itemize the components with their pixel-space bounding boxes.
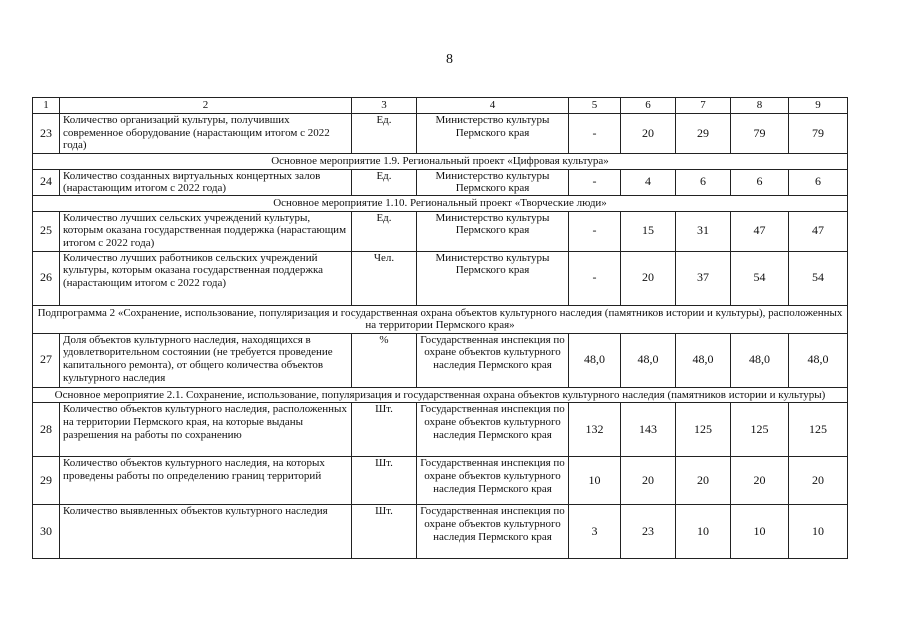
responsible-executor: Министерство культуры Пермского края	[417, 169, 569, 195]
column-number: 4	[417, 98, 569, 114]
indicator-name: Количество созданных виртуальных концертных залов (нарастающим итогом с 2022 года)	[60, 169, 352, 195]
column-number: 6	[621, 98, 676, 114]
indicator-row	[33, 251, 848, 305]
indicator-value: 20	[621, 251, 676, 305]
unit-of-measure: Ед.	[352, 211, 417, 251]
responsible-executor: Государственная инспекция по охране объектов культурного наследия Пермского края	[417, 403, 569, 457]
indicator-value: 143	[621, 403, 676, 457]
unit-of-measure: %	[352, 333, 417, 387]
indicator-name: Количество организаций культуры, получивших современное оборудование (нарастающим итогом с 2022 года)	[60, 114, 352, 154]
row-number: 23	[33, 114, 60, 154]
indicator-value: 10	[789, 505, 848, 559]
indicator-value: 47	[789, 211, 848, 251]
indicator-value: 20	[676, 457, 731, 505]
responsible-executor: Министерство культуры Пермского края	[417, 251, 569, 305]
indicator-value: 20	[621, 114, 676, 154]
indicator-row	[33, 457, 848, 505]
responsible-executor: Государственная инспекция по охране объектов культурного наследия Пермского края	[417, 505, 569, 559]
row-number: 25	[33, 211, 60, 251]
indicator-name: Количество объектов культурного наследия, расположенных на территории Пермского края, на которые выданы разрешения на работы по сохранению	[60, 403, 352, 457]
responsible-executor: Государственная инспекция по охране объектов культурного наследия Пермского края	[417, 457, 569, 505]
indicator-value: 54	[789, 251, 848, 305]
indicator-value: 6	[789, 169, 848, 195]
indicator-value: 29	[676, 114, 731, 154]
indicator-row	[33, 333, 848, 387]
indicator-value: 125	[789, 403, 848, 457]
indicator-value: -	[569, 211, 621, 251]
indicator-value: 48,0	[731, 333, 789, 387]
unit-of-measure: Шт.	[352, 505, 417, 559]
indicator-value: -	[569, 169, 621, 195]
row-number: 30	[33, 505, 60, 559]
row-number: 27	[33, 333, 60, 387]
indicator-value: 48,0	[569, 333, 621, 387]
indicator-value: 48,0	[621, 333, 676, 387]
indicator-value: 3	[569, 505, 621, 559]
section-header-row	[33, 154, 848, 170]
column-number: 3	[352, 98, 417, 114]
indicator-value: 20	[621, 457, 676, 505]
row-number: 24	[33, 169, 60, 195]
indicator-value: 125	[731, 403, 789, 457]
unit-of-measure: Шт.	[352, 403, 417, 457]
section-title: Основное мероприятие 1.10. Региональный проект «Творческие люди»	[33, 195, 848, 211]
responsible-executor: Министерство культуры Пермского края	[417, 114, 569, 154]
column-number-row	[33, 98, 848, 114]
indicator-value: -	[569, 114, 621, 154]
indicator-value: 10	[676, 505, 731, 559]
row-number: 28	[33, 403, 60, 457]
indicator-row	[33, 403, 848, 457]
indicator-value: 10	[731, 505, 789, 559]
column-number: 9	[789, 98, 848, 114]
section-header-row	[33, 305, 848, 333]
section-title: Подпрограмма 2 «Сохранение, использование, популяризация и государственная охрана объектов культурного наследия (памятников истории и культуры), расположенных на территории Пермского края»	[33, 305, 848, 333]
indicator-value: 6	[676, 169, 731, 195]
indicator-row	[33, 505, 848, 559]
indicator-value: 20	[789, 457, 848, 505]
column-number: 8	[731, 98, 789, 114]
indicator-name: Количество выявленных объектов культурного наследия	[60, 505, 352, 559]
indicator-value: 6	[731, 169, 789, 195]
column-number: 2	[60, 98, 352, 114]
indicators-table	[32, 97, 848, 559]
indicator-value: 37	[676, 251, 731, 305]
page-number: 8	[446, 52, 453, 67]
responsible-executor: Государственная инспекция по охране объектов культурного наследия Пермского края	[417, 333, 569, 387]
table-body	[33, 98, 848, 559]
indicator-name: Количество лучших сельских учреждений культуры, которым оказана государственная поддержка (нарастающим итогом с 2022 года)	[60, 211, 352, 251]
section-header-row	[33, 387, 848, 403]
indicator-row	[33, 114, 848, 154]
indicator-name: Количество объектов культурного наследия, на которых проведены работы по определению границ территорий	[60, 457, 352, 505]
indicator-row	[33, 211, 848, 251]
section-title: Основное мероприятие 1.9. Региональный проект «Цифровая культура»	[33, 154, 848, 170]
indicator-value: 10	[569, 457, 621, 505]
indicator-value: 23	[621, 505, 676, 559]
section-title: Основное мероприятие 2.1. Сохранение, использование, популяризация и государственная охрана объектов культурного наследия (памятников истории и культуры)	[33, 387, 848, 403]
indicator-value: 48,0	[789, 333, 848, 387]
indicator-value: 15	[621, 211, 676, 251]
indicator-name: Количество лучших работников сельских учреждений культуры, которым оказана государственная поддержка (нарастающим итогом с 2022 года)	[60, 251, 352, 305]
unit-of-measure: Ед.	[352, 114, 417, 154]
indicator-name: Доля объектов культурного наследия, находящихся в удовлетворительном состоянии (не требуется проведение капитального ремонта), от общего количества объектов культурного наследия	[60, 333, 352, 387]
indicator-value: 79	[789, 114, 848, 154]
row-number: 26	[33, 251, 60, 305]
unit-of-measure: Ед.	[352, 169, 417, 195]
indicator-value: -	[569, 251, 621, 305]
indicator-value: 54	[731, 251, 789, 305]
indicator-value: 125	[676, 403, 731, 457]
column-number: 7	[676, 98, 731, 114]
indicator-value: 79	[731, 114, 789, 154]
section-header-row	[33, 195, 848, 211]
indicator-value: 4	[621, 169, 676, 195]
indicator-value: 48,0	[676, 333, 731, 387]
column-number: 5	[569, 98, 621, 114]
column-number: 1	[33, 98, 60, 114]
indicator-value: 47	[731, 211, 789, 251]
indicator-value: 20	[731, 457, 789, 505]
unit-of-measure: Чел.	[352, 251, 417, 305]
responsible-executor: Министерство культуры Пермского края	[417, 211, 569, 251]
row-number: 29	[33, 457, 60, 505]
unit-of-measure: Шт.	[352, 457, 417, 505]
indicator-value: 31	[676, 211, 731, 251]
indicator-value: 132	[569, 403, 621, 457]
indicator-row	[33, 169, 848, 195]
